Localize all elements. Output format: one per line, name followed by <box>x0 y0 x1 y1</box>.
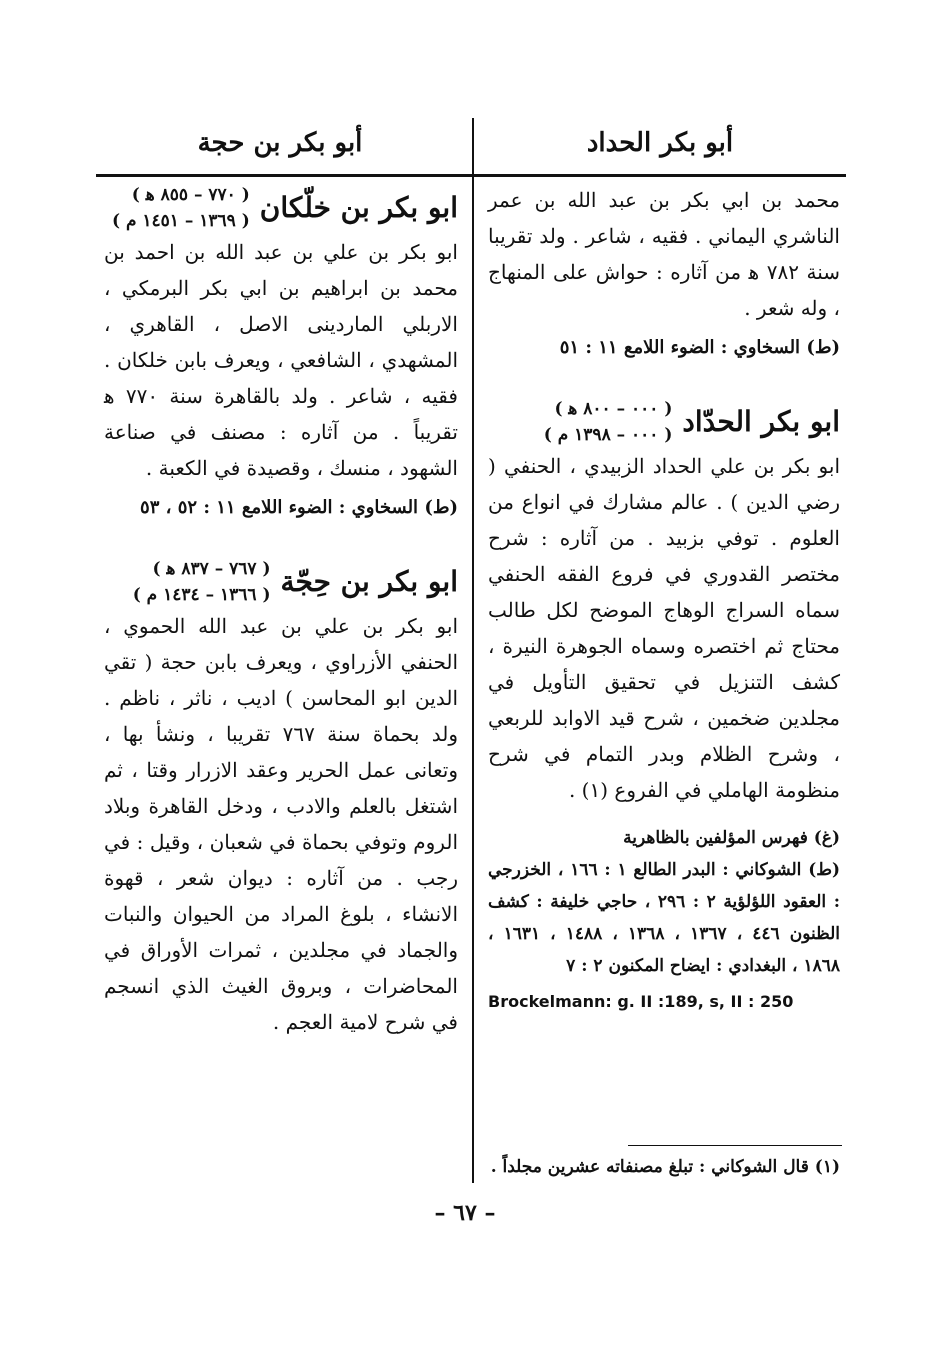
right-column-header: أبو بكر الحداد <box>586 128 734 158</box>
entry-name: ابو بكر الحدّاد <box>682 405 840 438</box>
dates-hijri: ( ٧٦٧ – ٨٣٧ ﻫ ) <box>152 559 271 579</box>
header-rule <box>96 174 846 177</box>
right-column <box>488 182 840 1016</box>
entry-heading <box>488 396 840 448</box>
dates-gregorian: ( ١٣٦٩ – ١٤٥١ م ) <box>111 211 250 231</box>
entry-dates <box>112 182 250 234</box>
entry-source: (ط) السخاوي : الضوء اللامع ١١ : ٥١ <box>559 337 840 358</box>
entry-heading <box>104 182 458 234</box>
footnote-rule <box>628 1145 842 1146</box>
entry-text: ابو بكر بن علي الحداد الزبيدي ، الحنفي ( رضي الدين ) . عالم مشارك في انواع من العلوم . توفي بزبيد . من آثاره : شرح مختصر القدوري في فروع الفقه الحنفي سماه السراج الوهاج الموضح لكل طالب محتاج ثم اختصره وسماه الجوهرة النيرة ، كشف التنزيل في تحقيق التأويل في مجلدين ضخمين ، شرح قيد الاوابد للربعي ، وشرح الظلام وبدر التمام في شرح منظومة الهاملي في الفروع (١) . <box>488 454 840 802</box>
entry-heading <box>104 556 458 608</box>
dates-gregorian: ( ١٣٦٦ – ١٤٣٤ م ) <box>132 585 271 605</box>
dates-gregorian: ( ٠٠٠ – ١٣٩٨ م ) <box>543 425 673 445</box>
footnote: (١) قال الشوكاني : تبلغ مصنفاته عشرين مجلداً . <box>490 1157 840 1177</box>
entry-text: ابو بكر بن علي بن عبد الله الحموي ، الحنفي الأزراوي ، ويعرف بابن حجة ( تقي الدين ابو المحاسن ) اديب ، ناثر ، ناظم . ولد بحماة سنة ٧٦٧ تقريبا ، ونشأ بها ، وتعانى عمل الحرير وعقد الازرار وقتا ، ثم اشتغل بالعلم والادب ، ودخل القاهرة وبلاد الروم وتوفي بحماة في شعبان ، وقيل : في رجب . من آثاره : ديوان شعر ، قهوة الانشاء ، بلوغ المراد من الحيوان والنبات والجماد في مجلدين ، ثمرات الأوراق في المحاضرات ، وبروق الغيث الذي انسجم في شرح لامية العجم . <box>104 614 458 1034</box>
dates-hijri: ( ٧٧٠ – ٨٥٥ ﻫ ) <box>131 185 250 205</box>
left-column-header: أبو بكر بن حجة <box>197 128 363 158</box>
entry-name: ابو بكر بن خلّكان <box>259 191 458 224</box>
entry-dates <box>544 396 673 448</box>
entry-name: ابو بكر بن حِجّة <box>280 565 458 598</box>
page-number: – ٦٧ – <box>434 1200 496 1226</box>
entry-text: محمد بن ابي بكر بن عبد الله بن عمر الناشري اليماني . فقيه ، شاعر . ولد تقريبا سنة ٧٨٢ ﻫ من آثاره : حواش على المنهاج ، وله شعر . <box>488 188 840 320</box>
dates-hijri: ( ٠٠٠ – ٨٠٠ ﻫ ) <box>554 399 673 419</box>
entry-source-g: (غ) فهرس المؤلفين بالظاهرية <box>623 828 840 848</box>
entry-dates <box>133 556 271 608</box>
column-divider <box>472 118 474 1183</box>
spacer <box>488 364 840 396</box>
entry-text: ابو بكر بن علي بن عبد الله بن احمد بن محمد بن ابراهيم بن ابي بكر البرمكي ، الاربلي الماردينى الاصل ، القاهري ، المشهدي ، الشافعي ، ويعرف بابن خلكان . فقيه ، شاعر . ولد بالقاهرة سنة ٧٧٠ ﻫ تقريباً . من آثاره : مصنف في صناعة الشهود ، منسك ، وقصيدة في الكعبة . <box>104 240 458 480</box>
entry-source: (ط) السخاوي : الضوء اللامع ١١ : ٥٢ ، ٥٣ <box>140 497 458 518</box>
left-column <box>104 182 458 1040</box>
spacer <box>104 524 458 556</box>
entry-source-t: (ط) الشوكاني : البدر الطالع ١ : ١٦٦ ، الخزرجي : العقود اللؤلؤية ٢ : ٢٩٦ ، حاجي خليفة : كشف الظنون ٤٤٦ ، ١٣٦٧ ، ١٣٦٨ ، ١٤٨٨ ، ١٦٣١ ، ١٨٦٨ ، البغدادي : ايضاح المكنون ٢ : ٧ <box>488 860 840 976</box>
latin-reference: Brockelmann: g. II :189, s, II : 250 <box>488 992 794 1011</box>
